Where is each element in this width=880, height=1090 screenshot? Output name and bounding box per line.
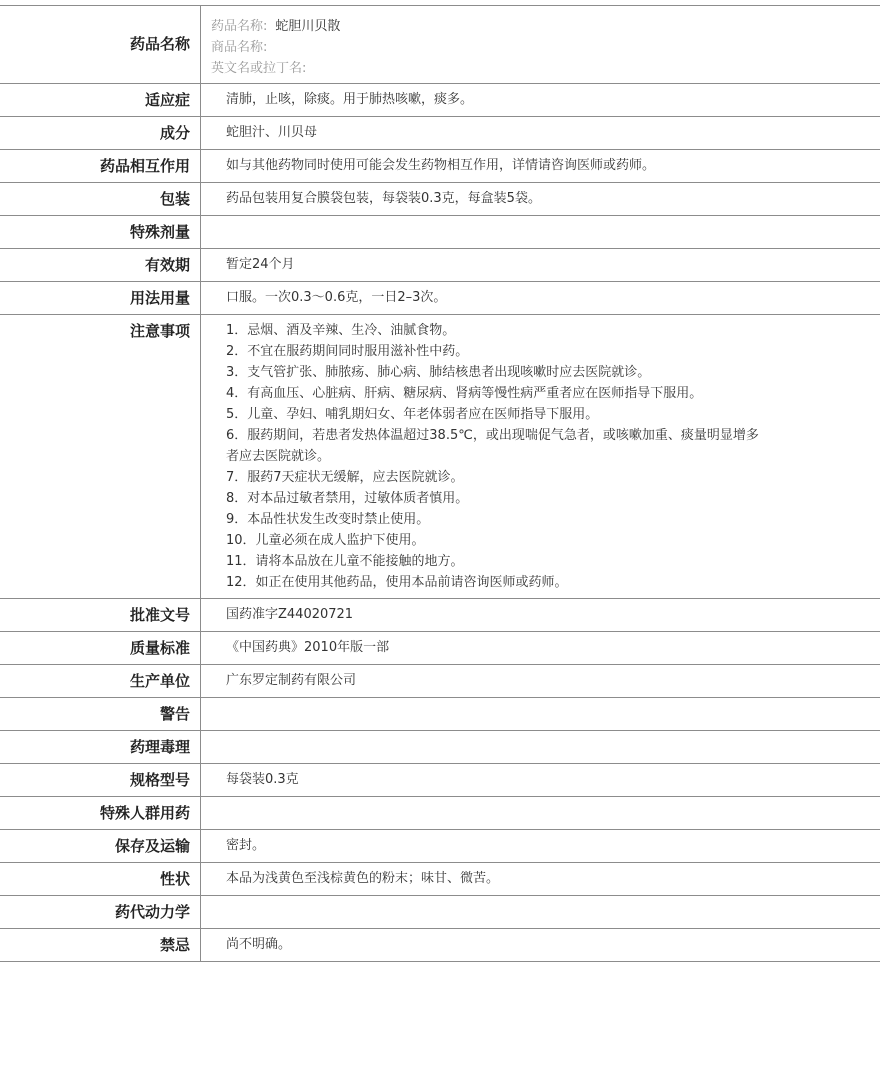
table-row	[0, 183, 880, 216]
trade-name-line	[211, 37, 340, 58]
precaution-item: 3．支气管扩张、肺脓疡、肺心病、肺结核患者出现咳嗽时应去医院就诊。	[226, 365, 651, 380]
generic-name-label: 药品名称:	[211, 19, 268, 34]
table-row	[0, 863, 880, 896]
row-value	[201, 896, 880, 928]
table-row	[0, 665, 880, 698]
table-row	[0, 216, 880, 249]
row-label: 批准文号	[0, 599, 201, 631]
row-value	[201, 698, 880, 730]
row-value: 清肺，止咳，除痰。用于肺热咳嗽，痰多。	[226, 92, 474, 107]
row-value: 本品为浅黄色至浅棕黄色的粉末；味甘、微苦。	[226, 871, 500, 886]
row-value: 《中国药典》2010年版一部	[226, 640, 390, 655]
row-value: 药品包装用复合膜袋包装，每袋装0.3克，每盒装5袋。	[226, 191, 541, 206]
row-value	[201, 731, 880, 763]
row-label: 保存及运输	[0, 830, 201, 862]
precaution-item: 5．儿童、孕妇、哺乳期妇女、年老体弱者应在医师指导下服用。	[226, 407, 599, 422]
row-value	[201, 797, 880, 829]
row-label: 药代动力学	[0, 896, 201, 928]
table-row	[0, 797, 880, 830]
precaution-item: 2．不宜在服药期间同时服用滋补性中药。	[226, 344, 469, 359]
name-row	[0, 6, 880, 84]
precaution-item: 1．忌烟、酒及辛辣、生冷、油腻食物。	[226, 323, 456, 338]
row-label: 药品相互作用	[0, 150, 201, 182]
row-label: 规格型号	[0, 764, 201, 796]
row-label-drug-name: 药品名称	[0, 6, 201, 83]
row-label: 特殊人群用药	[0, 797, 201, 829]
table-row	[0, 929, 880, 962]
row-label: 成分	[0, 117, 201, 149]
row-label: 适应症	[0, 84, 201, 116]
table-row	[0, 84, 880, 117]
table-row	[0, 830, 880, 863]
table-row	[0, 731, 880, 764]
precaution-item: 6．服药期间，若患者发热体温超过38.5℃，或出现喘促气急者，或咳嗽加重、痰量明显增多者应去医院就诊。	[226, 428, 759, 464]
row-value: 尚不明确。	[226, 937, 292, 952]
table-row	[0, 632, 880, 665]
row-label: 特殊剂量	[0, 216, 201, 248]
trade-name-label: 商品名称:	[211, 40, 268, 55]
row-label: 用法用量	[0, 282, 201, 314]
precaution-item: 10．儿童必须在成人监护下使用。	[226, 533, 425, 548]
row-value: 广东罗定制药有限公司	[226, 673, 357, 688]
table-row	[0, 150, 880, 183]
table-row	[0, 698, 880, 731]
table-row	[0, 896, 880, 929]
row-label: 禁忌	[0, 929, 201, 961]
row-value: 每袋装0.3克	[226, 772, 299, 787]
english-name-line	[211, 58, 340, 79]
table-row	[0, 599, 880, 632]
english-name-label: 英文名或拉丁名:	[211, 61, 307, 76]
row-label: 有效期	[0, 249, 201, 281]
row-label: 性状	[0, 863, 201, 895]
precautions-list	[201, 315, 880, 598]
row-label-precautions: 注意事项	[0, 315, 201, 598]
table-row	[0, 117, 880, 150]
row-value	[201, 216, 880, 248]
precaution-item: 7．服药7天症状无缓解，应去医院就诊。	[226, 470, 464, 485]
row-value: 暂定24个月	[226, 257, 295, 272]
precaution-item: 8．对本品过敏者禁用，过敏体质者慎用。	[226, 491, 469, 506]
row-label: 包装	[0, 183, 201, 215]
row-value: 口服。一次0.3～0.6克，一日2–3次。	[226, 290, 447, 305]
row-value: 蛇胆汁、川贝母	[226, 125, 318, 140]
drug-info-table	[0, 5, 880, 962]
row-label: 生产单位	[0, 665, 201, 697]
precaution-item: 9．本品性状发生改变时禁止使用。	[226, 512, 430, 527]
table-row	[0, 249, 880, 282]
table-row	[0, 764, 880, 797]
precaution-item: 11．请将本品放在儿童不能接触的地方。	[226, 554, 464, 569]
row-label: 警告	[0, 698, 201, 730]
row-label: 质量标准	[0, 632, 201, 664]
precaution-item: 4．有高血压、心脏病、肝病、糖尿病、肾病等慢性病严重者应在医师指导下服用。	[226, 386, 703, 401]
generic-name-line	[211, 16, 340, 37]
row-label: 药理毒理	[0, 731, 201, 763]
row-value: 如与其他药物同时使用可能会发生药物相互作用，详情请咨询医师或药师。	[226, 158, 656, 173]
precautions-row	[0, 315, 880, 599]
table-row	[0, 282, 880, 315]
precaution-item: 12．如正在使用其他药品，使用本品前请咨询医师或药师。	[226, 575, 568, 590]
row-value: 国药准字Z44020721	[226, 607, 354, 622]
generic-name-value: 蛇胆川贝散	[275, 19, 341, 34]
row-value: 密封。	[226, 838, 266, 853]
drug-name-block	[201, 6, 340, 83]
